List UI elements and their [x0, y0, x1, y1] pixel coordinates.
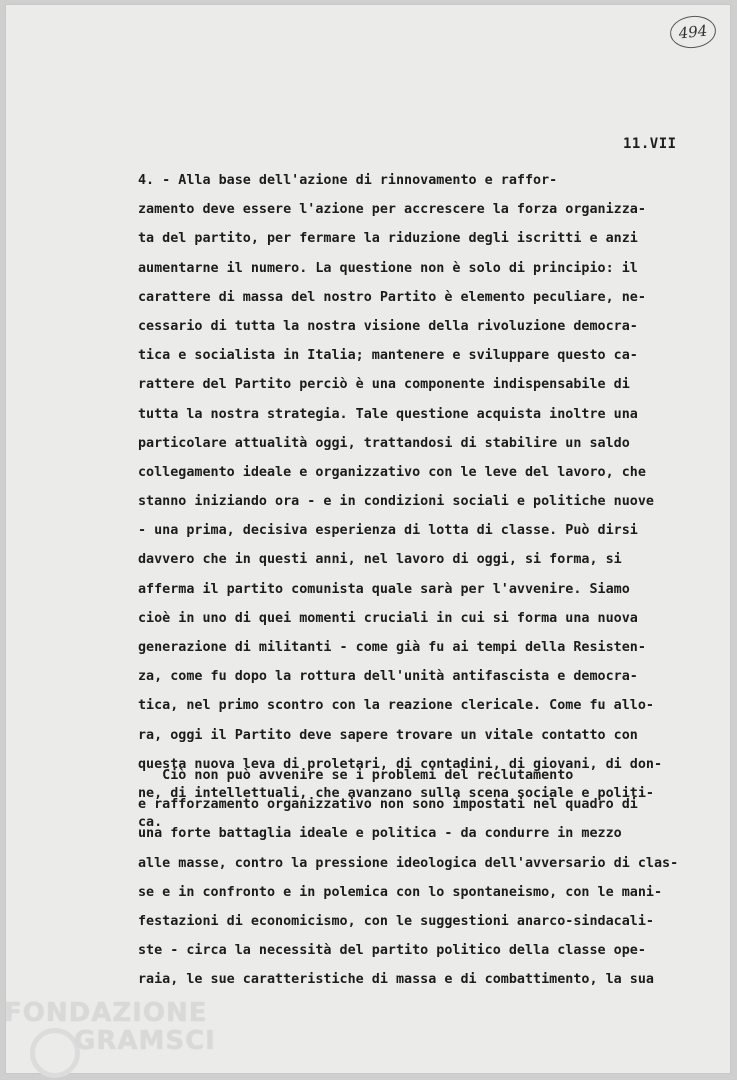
- document-page: [5, 4, 731, 1074]
- text-line: rattere del Partito perciò è una componente indispensabile di: [138, 377, 630, 393]
- text-line: se e in confronto e in polemica con lo spontaneismo, con le mani-: [138, 884, 663, 900]
- text-line: tica e socialista in Italia; mantenere e sviluppare questo ca-: [138, 348, 638, 364]
- text-line: aumentarne il numero. La questione non è solo di principio: il: [138, 260, 638, 276]
- text-line: tutta la nostra strategia. Tale questione acquista inoltre una: [138, 406, 638, 422]
- header-reference: 11.VII: [623, 136, 677, 152]
- watermark-line-2: GRAMSCI: [74, 1026, 216, 1056]
- text-line: una forte battaglia ideale e politica - da condurre in mezzo: [138, 826, 622, 842]
- paragraph-1: [138, 166, 708, 837]
- text-line: raia, le sue caratteristiche di massa e di combattimento, la sua: [138, 972, 654, 988]
- folio-number: 494: [668, 14, 717, 51]
- watermark-line-1: FONDAZIONE: [4, 998, 208, 1028]
- text-line: davvero che in questi anni, nel lavoro di oggi, si forma, si: [138, 552, 622, 568]
- watermark: [4, 1000, 216, 1054]
- text-line: festazioni di economicismo, con le suggestioni anarco-sindacali-: [138, 913, 654, 929]
- text-line: ra, oggi il Partito deve sapere trovare un vitale contatto con: [138, 727, 638, 743]
- text-line: alle masse, contro la pressione ideologica dell'avversario di clas-: [138, 855, 679, 871]
- text-line: particolare attualità oggi, trattandosi di stabilire un saldo: [138, 435, 630, 451]
- text-line: e rafforzamento organizzativo non sono impostati nel quadro di: [138, 797, 638, 813]
- text-line: afferma il partito comunista quale sarà per l'avvenire. Siamo: [138, 581, 630, 597]
- text-line: cioè in uno di quei momenti cruciali in cui si forma una nuova: [138, 610, 638, 626]
- text-line: ca.: [138, 815, 163, 831]
- paragraph-2: [138, 761, 708, 995]
- text-line: 4. - Alla base dell'azione di rinnovamento e raffor-: [138, 173, 558, 188]
- text-line: generazione di militanti - come già fu ai tempi della Resisten-: [138, 640, 646, 655]
- text-line: ne, di intellettuali, che avanzano sulla scena sociale e politi-: [138, 785, 654, 801]
- text-line: questa nuova leva di proletari, di contadini, di giovani, di don-: [138, 756, 663, 772]
- text-line: ta del partito, per fermare la riduzione degli iscritti e anzi: [138, 231, 638, 247]
- text-line: tica, nel primo scontro con la reazione clericale. Come fu allo-: [138, 698, 654, 714]
- text-line: za, come fu dopo la rottura dell'unità antifascista e democra-: [138, 669, 638, 685]
- text-line: Ciò non può avvenire se i problemi del reclutamento: [138, 768, 574, 783]
- text-line: zamento deve essere l'azione per accrescere la forza organizza-: [138, 202, 646, 218]
- text-line: ste - circa la necessità del partito politico della classe ope-: [138, 943, 646, 959]
- text-line: - una prima, decisiva esperienza di lotta di classe. Può dirsi: [138, 523, 638, 539]
- text-line: cessario di tutta la nostra visione della rivoluzione democra-: [138, 318, 638, 334]
- text-line: collegamento ideale e organizzativo con le leve del lavoro, che: [138, 464, 646, 480]
- text-line: carattere di massa del nostro Partito è elemento peculiare, ne-: [138, 289, 646, 305]
- text-line: stanno iniziando ora - e in condizioni sociali e politiche nuove: [138, 494, 654, 510]
